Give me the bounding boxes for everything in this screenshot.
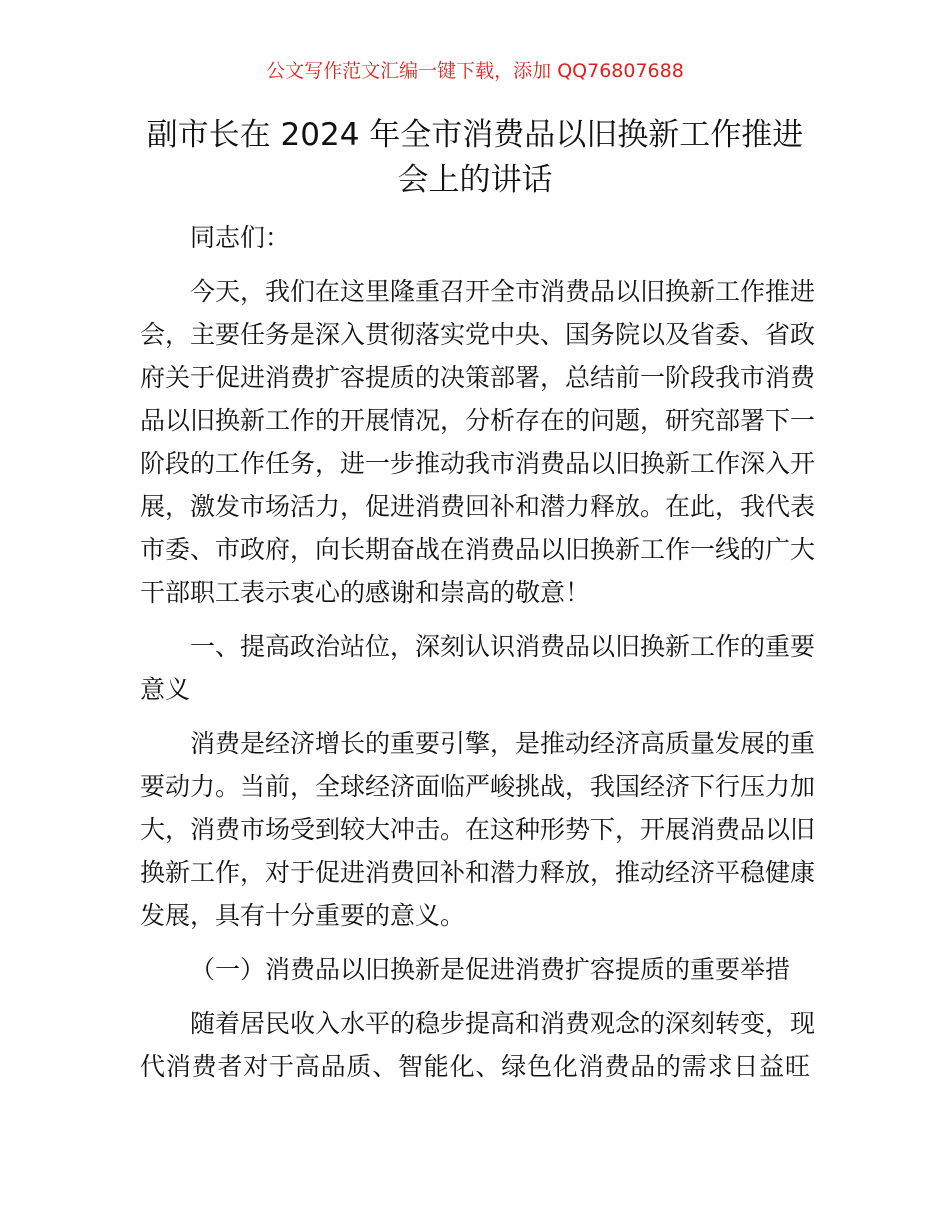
paragraph bbox=[140, 948, 810, 991]
paragraph-line: 意义 bbox=[140, 675, 191, 704]
paragraph-line: 市委、市政府，向长期奋战在消费品以旧换新工作一线的广大 bbox=[140, 535, 816, 564]
paragraph-line: 阶段的工作任务，进一步推动我市消费品以旧换新工作深入开 bbox=[140, 449, 816, 478]
paragraph-line: 同志们： bbox=[190, 223, 291, 252]
paragraph-line: 发展，具有十分重要的意义。 bbox=[140, 901, 466, 930]
paragraph-line: 府关于促进消费扩容提质的决策部署，总结前一阶段我市消费 bbox=[140, 363, 816, 392]
paragraph bbox=[140, 722, 816, 937]
paragraph-line: 代消费者对于高品质、智能化、绿色化消费品的需求日益旺 bbox=[140, 1052, 810, 1081]
paragraph bbox=[140, 216, 810, 259]
paragraph bbox=[140, 1002, 816, 1088]
document-body bbox=[140, 216, 816, 1099]
title-line: 副市长在 2024 年全市消费品以旧换新工作推进 bbox=[146, 117, 804, 153]
paragraph-line: 一、提高政治站位，深刻认识消费品以旧换新工作的重要 bbox=[190, 632, 816, 661]
paragraph-line: 干部职工表示衷心的感谢和崇高的敬意！ bbox=[140, 578, 591, 607]
document-title bbox=[120, 113, 830, 203]
paragraph-line: 大，消费市场受到较大冲击。在这种形势下，开展消费品以旧 bbox=[140, 815, 816, 844]
paragraph-line: （一）消费品以旧换新是促进消费扩容提质的重要举措 bbox=[190, 955, 791, 984]
paragraph-line: 随着居民收入水平的稳步提高和消费观念的深刻转变，现 bbox=[190, 1009, 816, 1038]
paragraph bbox=[140, 270, 816, 614]
paragraph-line: 换新工作，对于促进消费回补和潜力释放，推动经济平稳健康 bbox=[140, 858, 816, 887]
title-line: 会上的讲话 bbox=[397, 162, 553, 198]
paragraph-line: 展，激发市场活力，促进消费回补和潜力释放。在此，我代表 bbox=[140, 492, 816, 521]
paragraph-line: 要动力。当前，全球经济面临严峻挑战，我国经济下行压力加 bbox=[140, 772, 816, 801]
paragraph-line: 消费是经济增长的重要引擎，是推动经济高质量发展的重 bbox=[190, 729, 816, 758]
paragraph-line: 会，主要任务是深入贯彻落实党中央、国务院以及省委、省政 bbox=[140, 320, 816, 349]
paragraph bbox=[140, 625, 816, 711]
paragraph-line: 今天，我们在这里隆重召开全市消费品以旧换新工作推进 bbox=[190, 277, 816, 306]
paragraph-line: 品以旧换新工作的开展情况，分析存在的问题，研究部署下一 bbox=[140, 406, 816, 435]
download-banner: 公文写作范文汇编一键下载，添加 QQ76807688 bbox=[266, 60, 684, 82]
